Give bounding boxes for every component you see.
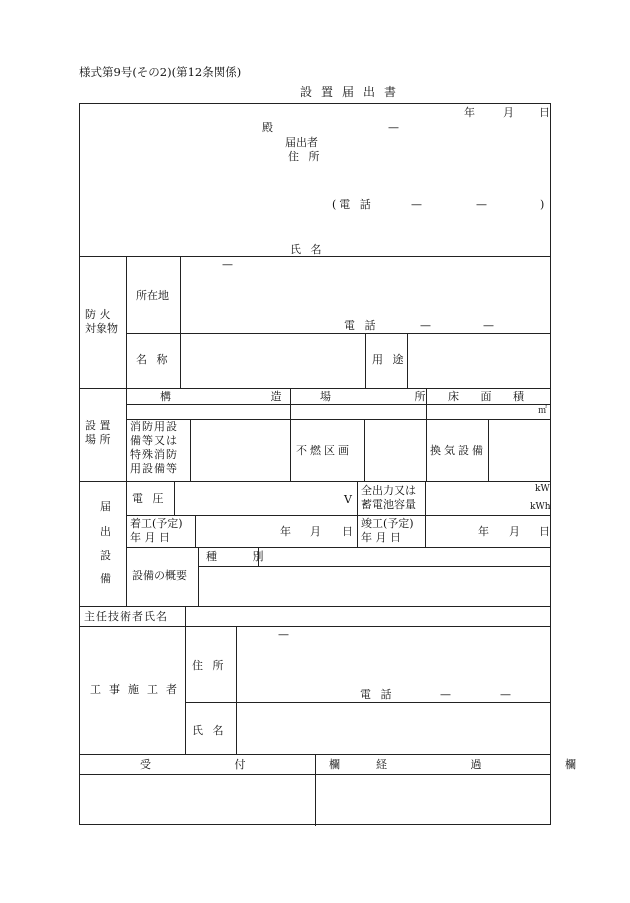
rule-engineer-bottom [80,626,551,627]
col-place: 場 所 [320,390,466,403]
form-table [79,103,616,825]
start-day: 日 [342,525,353,538]
equipment-header-1: 届 [100,500,111,513]
rule-notifier-bottom [80,256,551,257]
nonflammable-label: 不燃区画 [296,444,352,457]
addressee-suffix: 殿 [262,121,273,134]
notifier-name-label: 氏 名 [290,243,325,256]
notifier-phone-dash-1: — [411,198,422,211]
equipment-header-3: 設 [100,549,111,562]
rule-use-label-right [407,333,408,388]
rule-firefighting-label [190,419,191,481]
contractor-phone-dash-2: — [500,688,511,701]
area-unit: ㎡ [538,406,548,416]
equipment-header-4: 備 [100,572,111,585]
progress-column-label: 経 過 欄 [376,758,616,771]
date-month: 月 [503,106,514,119]
rule-fire-object-header [126,256,127,388]
contractor-postal-dash: — [278,628,289,641]
rule-place-bottom [80,481,551,482]
contractor-phone-dash-1: — [440,688,451,701]
completion-day: 日 [539,525,550,538]
rule-contractor-address-bottom [185,702,551,703]
contractor-name-label: 氏 名 [192,724,227,737]
notifier-postal-dash: — [388,121,399,134]
rule-place-header-bottom [126,404,551,405]
col-structure: 構 造 [160,390,330,403]
rule-location-bottom [126,333,551,334]
notifier-address-label: 住 所 [288,150,323,163]
reception-column-label: 受 付 欄 [140,758,380,771]
date-year: 年 [464,106,475,119]
fire-object-phone-dash-1: — [420,319,431,332]
notifier-phone-dash-2: — [476,198,487,211]
output-label: 全出力又は 蓄電池容量 [361,484,416,511]
rule-equipment-bottom [80,606,551,607]
rule-type-bottom [198,566,551,567]
completion-date-label: 竣工(予定) 年 月 日 [361,517,414,544]
completion-year: 年 [478,525,489,538]
rule-overview-label [198,547,199,606]
notifier-phone-close: ) [540,198,545,211]
contractor-header: 工事施工者 [90,683,185,696]
rule-equipment-header [126,481,127,606]
rule-voltage-bottom [126,515,551,516]
rule-fire-object-bottom [80,388,551,389]
rule-voltage-label [174,481,175,515]
completion-month: 月 [509,525,520,538]
voltage-label: 電 圧 [132,492,167,505]
rule-nonflammable-right [364,419,365,481]
fire-object-use-label: 用 途 [372,353,407,366]
rule-engineer-label [185,606,186,626]
equipment-header-2: 出 [100,525,111,538]
fire-object-postal-dash: — [222,258,233,271]
contractor-address-label: 住 所 [192,659,227,672]
rule-contractor-label [236,626,237,754]
overview-label: 設備の概要 [132,569,187,582]
col-floor-area: 床 面 積 [448,390,533,403]
notifier-phone-open: (電 話 [332,198,374,211]
firefighting-label: 消防用設 備等又は 特殊消防 用設備等 [130,420,178,475]
rule-contractor-header [185,626,186,754]
rule-output-left [357,481,358,547]
form-number: 様式第9号(その2)(第12条関係) [79,65,242,79]
start-year: 年 [280,525,291,538]
output-unit-kwh: kWh [530,502,551,512]
chief-engineer-label: 主任技術者氏名 [84,610,168,623]
notifier-label: 届出者 [285,136,318,149]
rule-fire-object-label [180,256,181,388]
rule-schedule-bottom [126,547,551,548]
document-title: 設置届出書 [300,85,406,99]
start-month: 月 [310,525,321,538]
fire-object-location-label: 所在地 [136,289,169,302]
output-unit-kw: kW [535,484,550,494]
rule-place-header [126,388,127,481]
start-date-label: 着工(予定) 年 月 日 [130,517,183,544]
fire-object-phone-dash-2: — [483,319,494,332]
type-label: 種 別 [206,550,280,563]
date-day: 日 [539,106,550,119]
contractor-phone-label: 電 話 [360,688,395,701]
installation-place-header: 設 置 場 所 [85,419,111,446]
fire-object-name-label: 名 称 [136,353,171,366]
ventilation-label: 換気設備 [430,444,486,457]
fire-object-header: 防 火 対象物 [85,308,118,335]
fire-object-phone-label: 電 話 [344,319,379,332]
rule-ventilation-right [488,419,489,481]
rule-use-label-left [365,333,366,388]
voltage-unit: V [344,493,352,506]
